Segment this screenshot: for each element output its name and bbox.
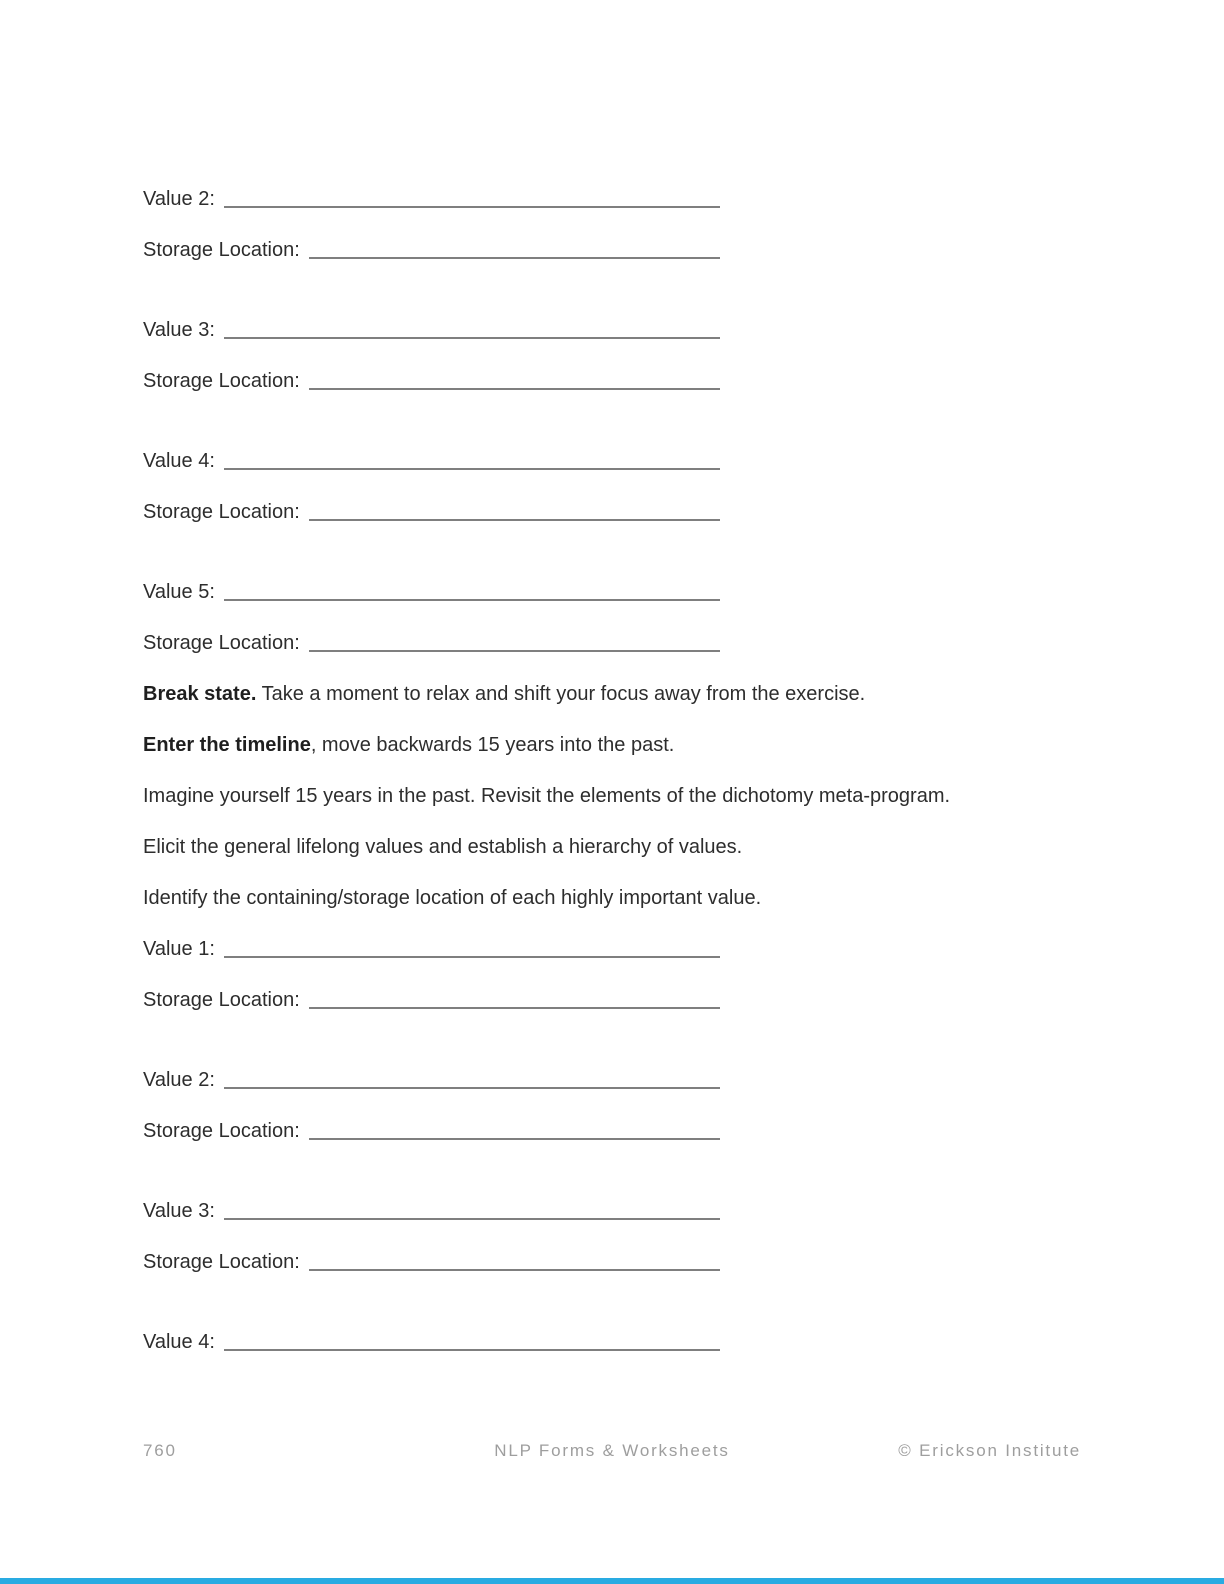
instruction-paragraph-enter-timeline (143, 732, 1183, 758)
page-number: 760 (143, 1441, 177, 1460)
storage-location-label: Storage Location: (143, 239, 300, 261)
field-row-value-4 (143, 448, 720, 474)
field-row-value-4 (143, 1329, 720, 1355)
field-row-value-3 (143, 1198, 720, 1224)
worksheet-content (143, 186, 1183, 1380)
value-1-label: Value 1: (143, 938, 215, 960)
field-row-storage-location (143, 630, 720, 656)
value-4-label: Value 4: (143, 1331, 215, 1353)
field-row-value-3 (143, 317, 720, 343)
field-row-value-2 (143, 1067, 720, 1093)
field-row-storage-location (143, 1249, 720, 1275)
instruction-paragraph-elicit (143, 834, 1183, 860)
storage-location-blank-line[interactable] (309, 499, 720, 521)
field-row-storage-location (143, 499, 720, 525)
book-title: NLP Forms & Worksheets (494, 1441, 730, 1460)
storage-location-label: Storage Location: (143, 370, 300, 392)
field-row-storage-location (143, 1118, 720, 1144)
value-1-blank-line[interactable] (224, 936, 720, 958)
storage-location-blank-line[interactable] (309, 237, 720, 259)
value-2-blank-line[interactable] (224, 1067, 720, 1089)
instruction-paragraph-break-state (143, 681, 1183, 707)
value-5-label: Value 5: (143, 581, 215, 603)
storage-location-label: Storage Location: (143, 632, 300, 654)
storage-location-label: Storage Location: (143, 1251, 300, 1273)
storage-location-label: Storage Location: (143, 501, 300, 523)
value-3-label: Value 3: (143, 319, 215, 341)
value-5-blank-line[interactable] (224, 579, 720, 601)
bottom-accent-bar (0, 1578, 1224, 1584)
storage-location-blank-line[interactable] (309, 1118, 720, 1140)
instruction-text: Imagine yourself 15 years in the past. Revisit the elements of the dichotomy meta-program. (143, 785, 951, 807)
instruction-paragraph-identify (143, 885, 1183, 911)
value-3-blank-line[interactable] (224, 317, 720, 339)
instruction-text: Identify the containing/storage location of each highly important value. (143, 887, 762, 909)
value-4-label: Value 4: (143, 450, 215, 472)
value-2-blank-line[interactable] (224, 186, 720, 208)
field-row-value-1 (143, 936, 720, 962)
value-3-blank-line[interactable] (224, 1198, 720, 1220)
field-row-value-5 (143, 579, 720, 605)
storage-location-label: Storage Location: (143, 989, 300, 1011)
value-2-label: Value 2: (143, 1069, 215, 1091)
storage-location-blank-line[interactable] (309, 368, 720, 390)
instruction-text: , move backwards 15 years into the past. (310, 734, 675, 756)
storage-location-label: Storage Location: (143, 1120, 300, 1142)
instruction-lead: Enter the timeline (143, 734, 311, 756)
value-4-blank-line[interactable] (224, 1329, 720, 1351)
copyright-notice: © Erickson Institute (898, 1441, 1081, 1460)
instruction-text: Elicit the general lifelong values and establish a hierarchy of values. (143, 836, 743, 858)
value-2-label: Value 2: (143, 188, 215, 210)
instruction-lead: Break state. (143, 683, 257, 705)
instruction-text: Take a moment to relax and shift your focus away from the exercise. (256, 683, 866, 705)
field-row-value-2 (143, 186, 720, 212)
value-4-blank-line[interactable] (224, 448, 720, 470)
field-row-storage-location (143, 237, 720, 263)
page-footer (143, 1440, 1081, 1462)
storage-location-blank-line[interactable] (309, 1249, 720, 1271)
storage-location-blank-line[interactable] (309, 987, 720, 1009)
value-3-label: Value 3: (143, 1200, 215, 1222)
field-row-storage-location (143, 368, 720, 394)
storage-location-blank-line[interactable] (309, 630, 720, 652)
instruction-paragraph-imagine (143, 783, 1183, 809)
field-row-storage-location (143, 987, 720, 1013)
